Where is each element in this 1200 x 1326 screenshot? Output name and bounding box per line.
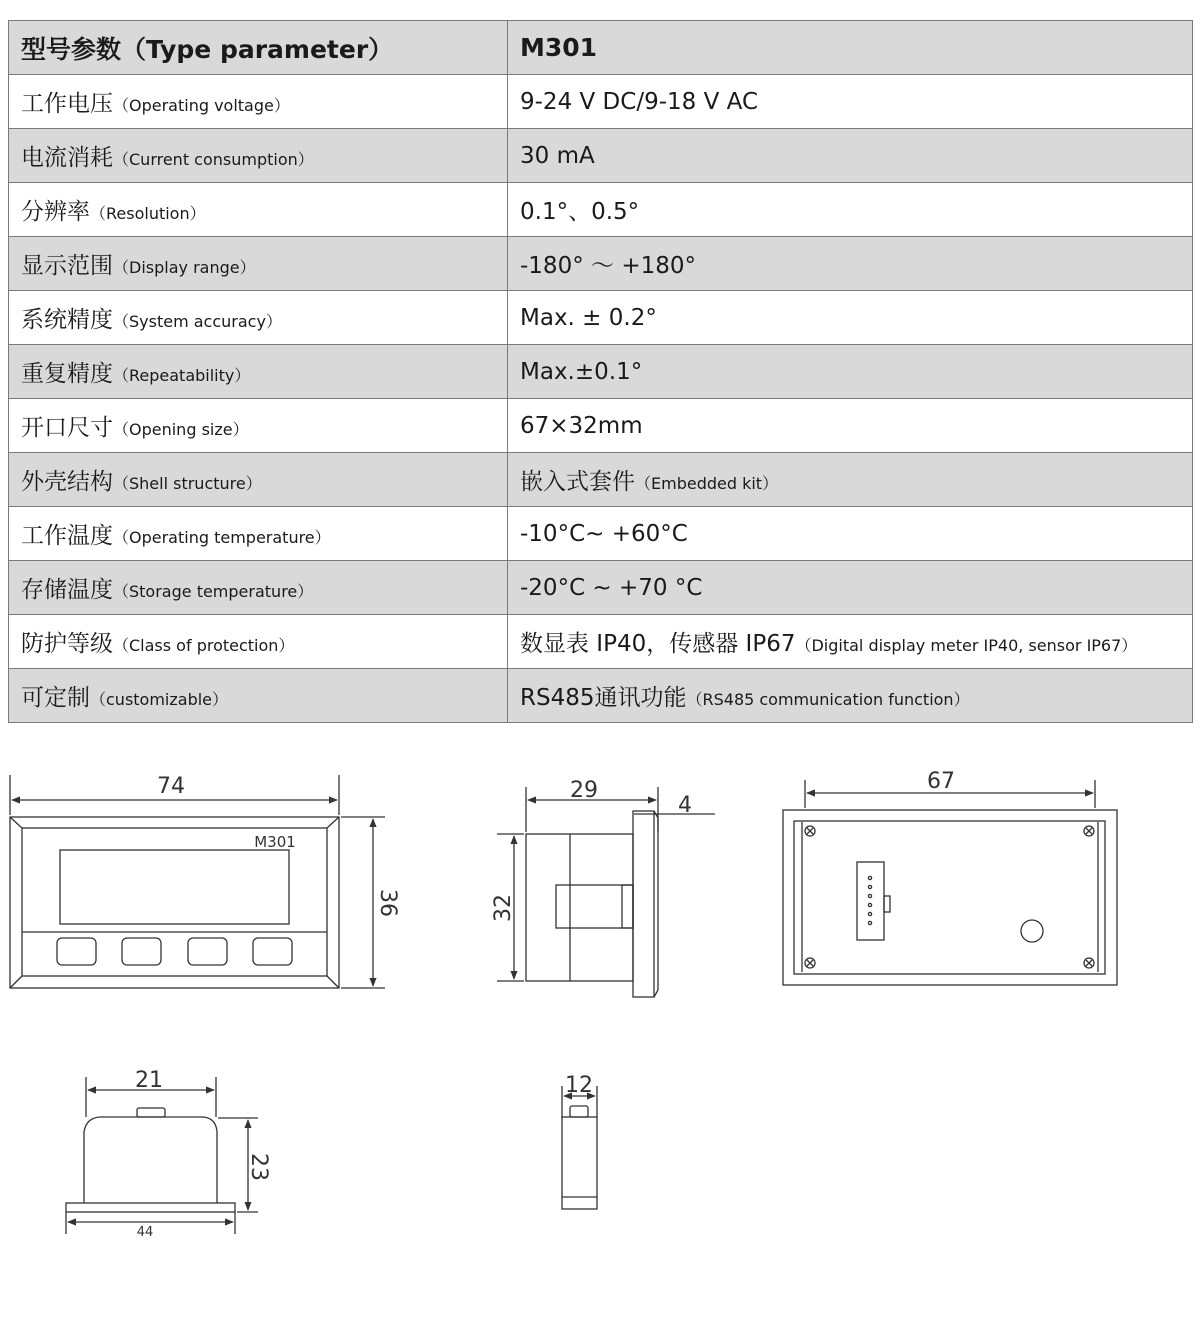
param-value-cell	[508, 345, 1193, 399]
param-name-en: （Opening size）	[113, 420, 249, 439]
param-name-zh: 防护等级	[21, 631, 113, 657]
back-view-drawing	[783, 780, 1117, 985]
param-name-en: （Class of protection）	[113, 636, 295, 655]
dim-sensor-base: 44	[136, 1225, 154, 1240]
dim-sensor-side-width: 12	[565, 1073, 593, 1098]
header-model: M301	[508, 21, 1193, 75]
table-row	[9, 345, 1193, 399]
param-name-en: （Shell structure）	[113, 474, 262, 493]
param-name-en: （Current consumption）	[113, 150, 314, 169]
param-name-zh: 显示范围	[21, 253, 113, 279]
dim-front-width: 74	[157, 774, 185, 799]
param-name-en: （Display range）	[113, 258, 256, 277]
table-row	[9, 453, 1193, 507]
param-name-en: （customizable）	[90, 690, 229, 709]
param-value-cell	[508, 75, 1193, 129]
param-name-zh: 分辨率	[21, 199, 90, 225]
dim-sensor-width: 21	[135, 1068, 163, 1093]
dim-back-width: 67	[927, 769, 955, 794]
param-name-cell	[9, 399, 508, 453]
sensor-front-drawing	[66, 1077, 258, 1234]
param-name-cell	[9, 561, 508, 615]
param-value: 数显表 IP40，传感器 IP67	[520, 631, 796, 657]
param-value: Max. ± 0.2°	[520, 304, 657, 331]
table-row	[9, 615, 1193, 669]
table-row	[9, 291, 1193, 345]
param-value: 67×32mm	[520, 412, 643, 439]
dim-side-height: 32	[491, 894, 516, 922]
table-row	[9, 129, 1193, 183]
param-name-zh: 工作电压	[21, 91, 113, 117]
param-value: 嵌入式套件	[520, 469, 635, 495]
spec-table	[8, 20, 1193, 723]
param-name-en: （Operating temperature）	[113, 528, 331, 547]
param-value-cell	[508, 561, 1193, 615]
param-name-cell	[9, 345, 508, 399]
param-name-en: （System accuracy）	[113, 312, 282, 331]
param-name-zh: 电流消耗	[21, 145, 113, 171]
param-value-cell	[508, 129, 1193, 183]
table-row	[9, 669, 1193, 723]
param-value-note: （Embedded kit）	[635, 474, 779, 493]
param-value-cell	[508, 183, 1193, 237]
param-name-zh: 重复精度	[21, 361, 113, 387]
param-name-zh: 系统精度	[21, 307, 113, 333]
param-value: RS485通讯功能	[520, 685, 687, 711]
param-value-cell	[508, 399, 1193, 453]
param-name-zh: 存储温度	[21, 577, 113, 603]
param-name-cell	[9, 291, 508, 345]
dim-sensor-height: 23	[246, 1153, 271, 1181]
param-value-cell	[508, 507, 1193, 561]
param-value-cell	[508, 291, 1193, 345]
dim-side-flange: 4	[678, 793, 692, 818]
param-name-en: （Operating voltage）	[113, 96, 290, 115]
front-model-label: M301	[254, 833, 296, 851]
sensor-side-drawing	[562, 1086, 597, 1209]
param-name-zh: 开口尺寸	[21, 415, 113, 441]
param-name-zh: 可定制	[21, 685, 90, 711]
param-name-en: （Resolution）	[90, 204, 206, 223]
param-value: Max.±0.1°	[520, 358, 643, 385]
param-value: 30 mA	[520, 142, 595, 169]
param-name-cell	[9, 75, 508, 129]
dim-side-depth: 29	[570, 778, 598, 803]
table-row	[9, 183, 1193, 237]
param-name-cell	[9, 507, 508, 561]
table-row	[9, 237, 1193, 291]
table-row	[9, 75, 1193, 129]
param-value-note: （Digital display meter IP40, sensor IP67）	[795, 636, 1138, 655]
param-value: 0.1°、0.5°	[520, 199, 640, 225]
table-header-row	[9, 21, 1193, 75]
header-label: 型号参数（Type parameter）	[9, 21, 508, 75]
dimension-drawings	[0, 740, 1200, 1326]
table-row	[9, 507, 1193, 561]
param-value-note: （RS485 communication function）	[686, 690, 970, 709]
param-name-zh: 工作温度	[21, 523, 113, 549]
param-name-cell	[9, 615, 508, 669]
param-value-cell	[508, 453, 1193, 507]
param-name-cell	[9, 183, 508, 237]
table-row	[9, 399, 1193, 453]
param-name-cell	[9, 237, 508, 291]
param-value: 9-24 V DC/9-18 V AC	[520, 88, 759, 115]
param-value: -10°C~ +60°C	[520, 520, 688, 547]
param-value: -180° ～ +180°	[520, 253, 696, 279]
front-view-drawing	[10, 775, 385, 988]
param-name-cell	[9, 129, 508, 183]
param-name-zh: 外壳结构	[21, 469, 113, 495]
param-value-cell	[508, 615, 1193, 669]
param-name-en: （Storage temperature）	[113, 582, 314, 601]
dim-front-height: 36	[375, 889, 400, 917]
param-name-cell	[9, 669, 508, 723]
param-value-cell	[508, 237, 1193, 291]
param-name-cell	[9, 453, 508, 507]
param-value-cell	[508, 669, 1193, 723]
side-view-drawing	[497, 787, 715, 997]
param-value: -20°C ~ +70 °C	[520, 574, 703, 601]
table-row	[9, 561, 1193, 615]
param-name-en: （Repeatability）	[113, 366, 251, 385]
